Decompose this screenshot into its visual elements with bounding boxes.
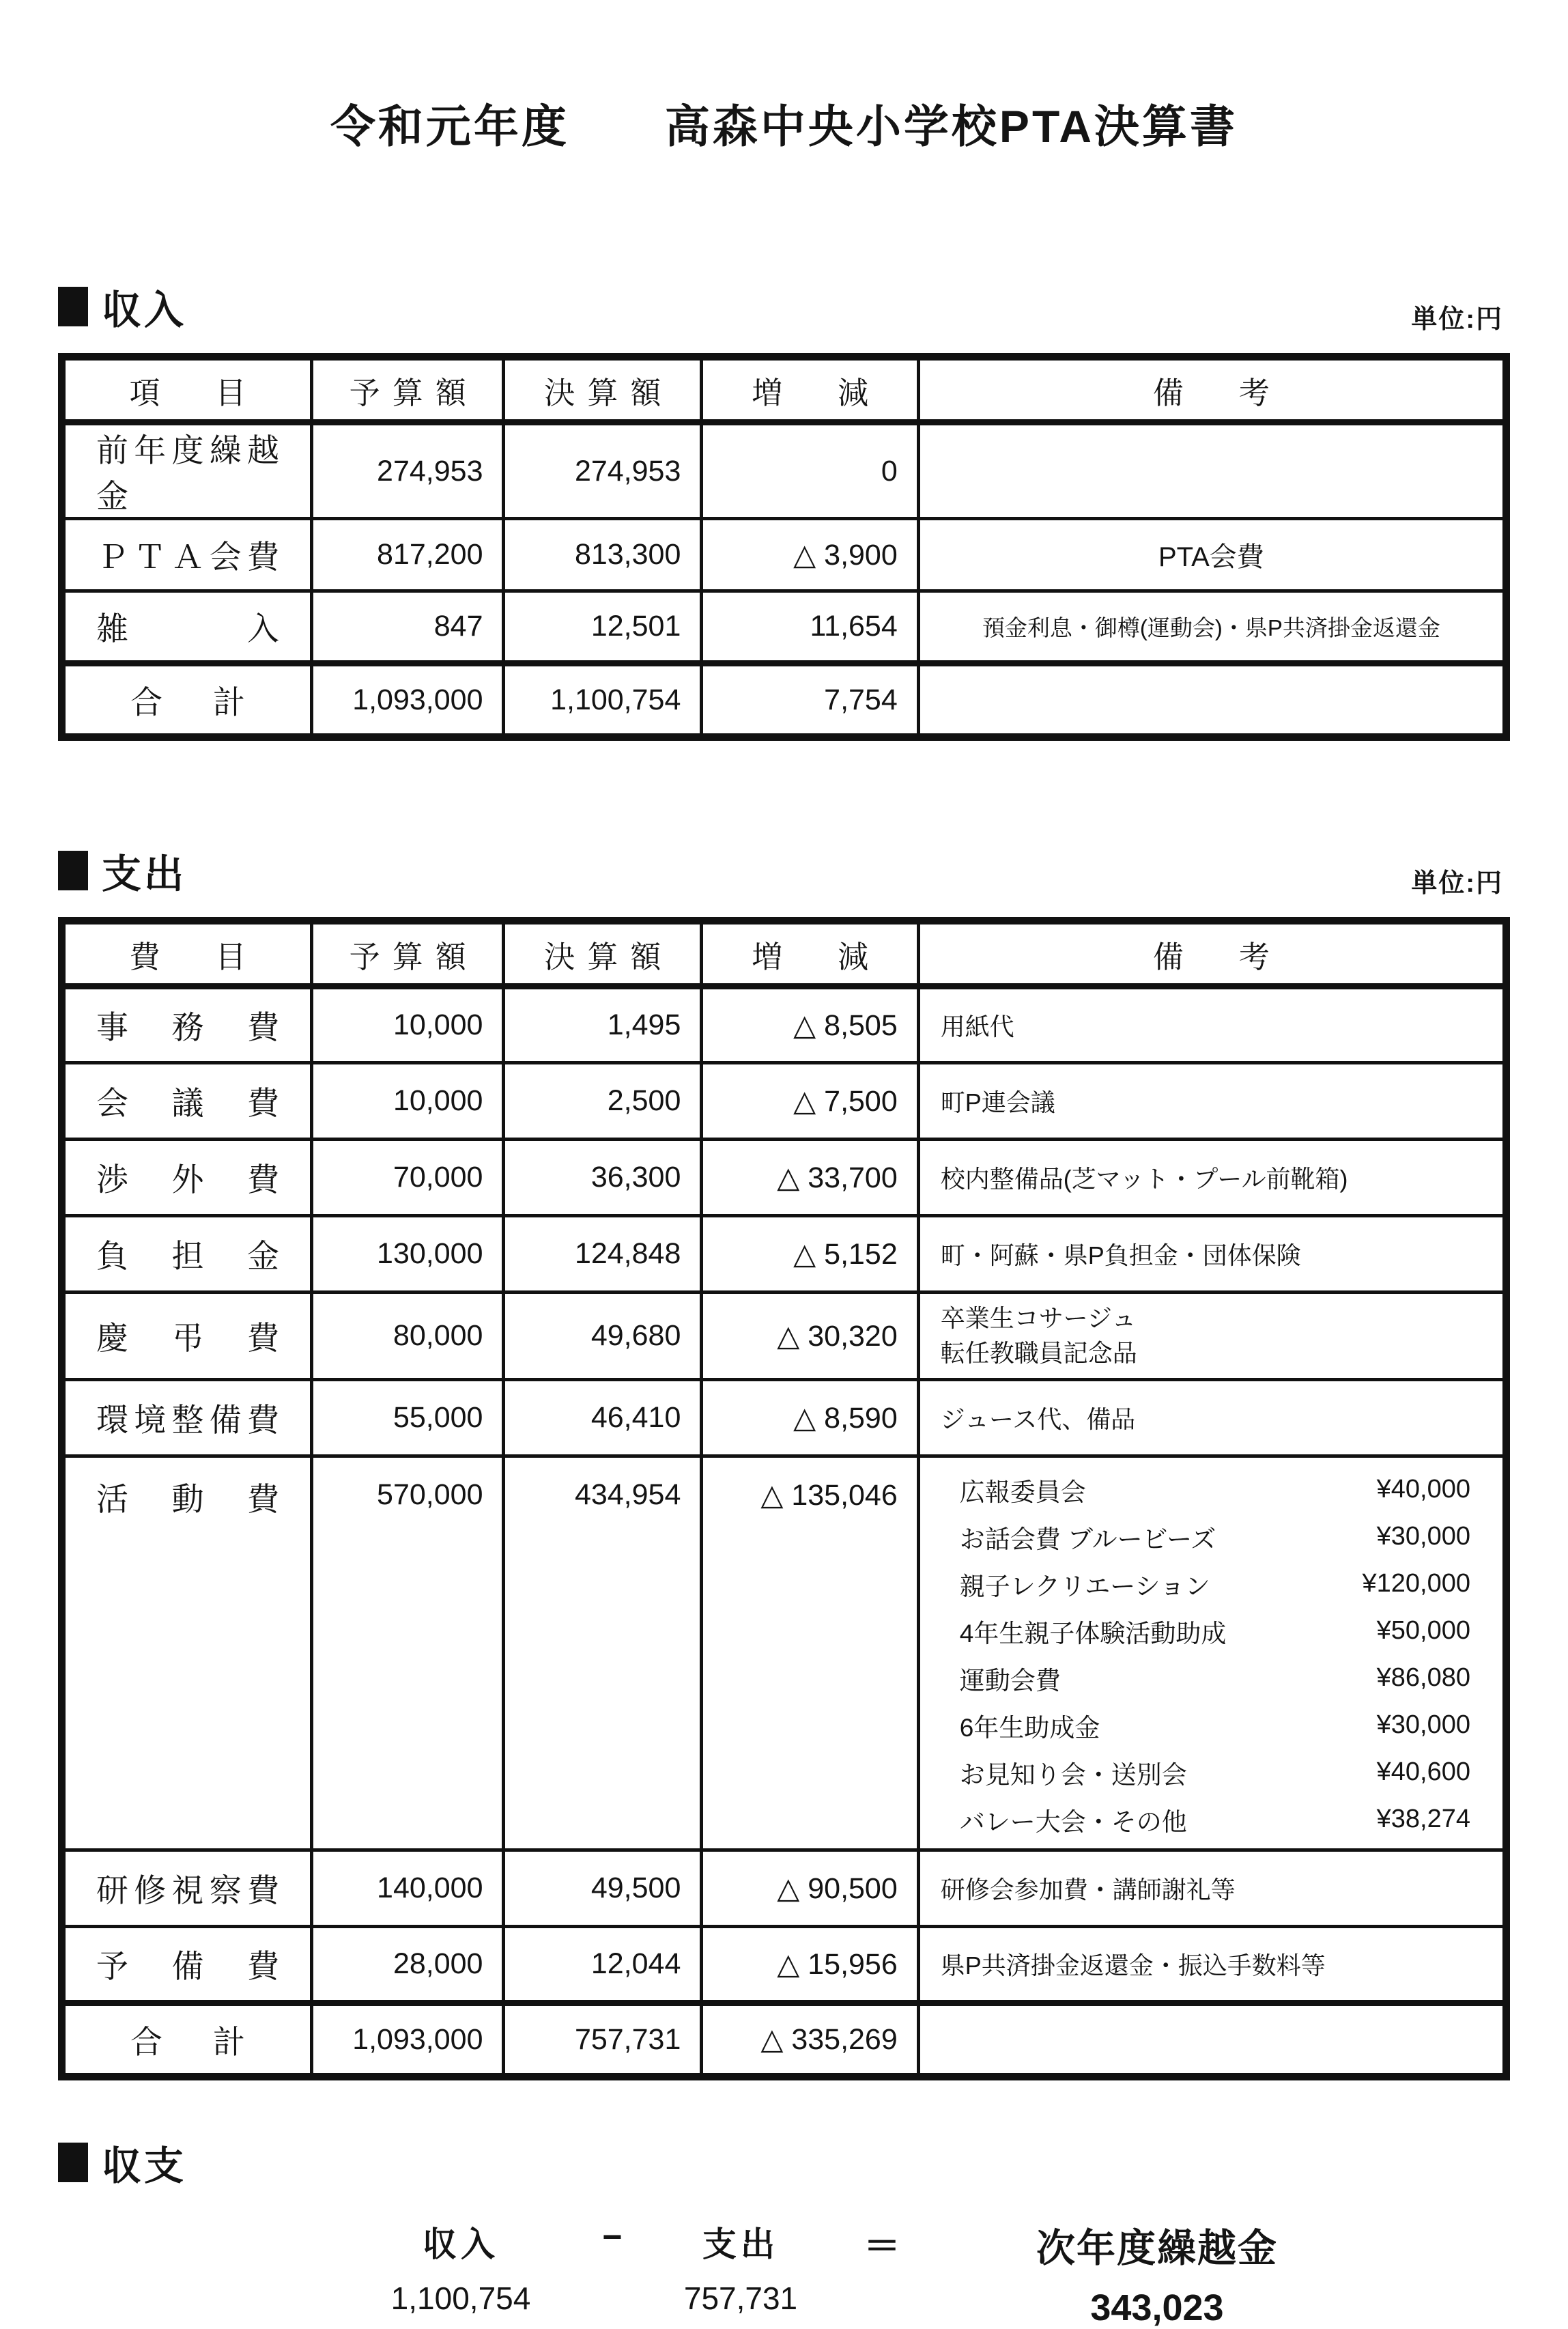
settlement-cell: 49,680 (504, 1293, 702, 1380)
budget-cell: 1,093,000 (312, 2003, 504, 2077)
budget-cell: 80,000 (312, 1293, 504, 1380)
expense-section-head (58, 842, 1510, 899)
minus-sign: − (602, 2218, 627, 2256)
remarks-cell: 預金利息・御樽(運動会)・県P共済掛金返還金 (918, 591, 1506, 664)
budget-cell: 28,000 (312, 1927, 504, 2003)
header-item: 項 目 (62, 357, 312, 423)
change-cell: △ 335,269 (702, 2003, 918, 2077)
detail-label: バレー大会・その他 (959, 1807, 1187, 1836)
remarks-cell: ジュース代、備品 (918, 1380, 1506, 1456)
table-row (62, 519, 1507, 591)
item-cell: 前年度繰越金 (62, 423, 312, 519)
budget-cell: 274,953 (312, 423, 504, 519)
equals-sign: ＝ (864, 2226, 904, 2267)
budget-cell: 140,000 (312, 1850, 504, 1927)
detail-line (960, 1466, 1470, 1513)
balance-equals-col (823, 2217, 945, 2270)
budget-cell: 817,200 (312, 519, 504, 591)
detail-label: 親子レクリエーション (959, 1572, 1210, 1600)
table-row (62, 1380, 1507, 1456)
header-item: 費 目 (62, 921, 312, 987)
change-cell: 0 (702, 423, 918, 519)
balance-section-label: 収支 (102, 2144, 187, 2188)
header-settlement: 決算額 (504, 357, 702, 423)
balance-expense-label: 支出 (702, 2225, 779, 2263)
header-change: 増 減 (702, 357, 918, 423)
change-cell: △ 33,700 (702, 1140, 918, 1216)
detail-label: 広報委員会 (959, 1478, 1086, 1506)
budget-cell: 70,000 (312, 1140, 504, 1216)
item-cell: 環境整備費 (62, 1380, 312, 1456)
page-title: 令和元年度 高森中央小学校PTA決算書 (330, 101, 1238, 152)
balance-result-value: 343,023 (1090, 2287, 1224, 2328)
detail-amount: ¥30,000 (1376, 1710, 1470, 1739)
settlement-cell: 1,495 (504, 987, 702, 1063)
item-cell: 合計 (62, 2003, 312, 2077)
remarks-line: 転任教職員記念品 (940, 1338, 1137, 1367)
income-section-head (58, 278, 1510, 335)
detail-label: お見知り会・送別会 (959, 1760, 1187, 1789)
remarks-cell (918, 1456, 1506, 1850)
item-cell: 慶弔費 (62, 1293, 312, 1380)
balance-income-col (352, 2217, 570, 2317)
detail-amount: ¥38,274 (1376, 1805, 1470, 1833)
settlement-cell: 274,953 (504, 423, 702, 519)
detail-line (960, 1749, 1470, 1796)
remarks-cell: 用紙代 (918, 987, 1506, 1063)
item-cell: 会議費 (62, 1063, 312, 1140)
expense-table (58, 917, 1510, 2080)
income-header-row (62, 357, 1507, 423)
remarks-cell (918, 2003, 1506, 2077)
budget-cell: 10,000 (312, 1063, 504, 1140)
header-remarks: 備 考 (918, 357, 1506, 423)
detail-amount: ¥40,000 (1376, 1475, 1470, 1504)
settlement-cell: 46,410 (504, 1380, 702, 1456)
change-cell: △ 8,590 (702, 1380, 918, 1456)
detail-line (960, 1654, 1470, 1702)
balance-income-value: 1,100,754 (390, 2281, 531, 2316)
detail-amount: ¥50,000 (1376, 1616, 1470, 1645)
settlement-cell: 2,500 (504, 1063, 702, 1140)
balance-expense-col (659, 2217, 823, 2317)
settlement-cell: 757,731 (504, 2003, 702, 2077)
unit-label: 単位:円 (1411, 869, 1503, 898)
detail-line (960, 1560, 1470, 1607)
detail-amount: ¥30,000 (1376, 1522, 1470, 1551)
budget-cell: 847 (312, 591, 504, 664)
expense-section-label: 支出 (102, 852, 187, 897)
remarks-cell: 町P連会議 (918, 1063, 1506, 1140)
activity-expense-row (62, 1456, 1507, 1850)
balance-result-label: 次年度繰越金 (1036, 2227, 1278, 2270)
item-cell: ＰＴＡ会費 (62, 519, 312, 591)
balance-result-col (945, 2217, 1369, 2329)
expense-header-row (62, 921, 1507, 987)
remarks-cell: PTA会費 (918, 519, 1506, 591)
income-section-title (58, 278, 186, 335)
balance-section-head (58, 2134, 1510, 2191)
change-cell: △ 90,500 (702, 1850, 918, 1927)
activity-detail-list (941, 1458, 1485, 1848)
remarks-cell (918, 423, 1506, 519)
table-row (62, 591, 1507, 664)
balance-formula (352, 2217, 1510, 2329)
detail-line (960, 1513, 1470, 1560)
settlement-cell: 813,300 (504, 519, 702, 591)
remarks-cell (918, 664, 1506, 737)
unit-label: 単位:円 (1411, 305, 1503, 334)
change-cell: 11,654 (702, 591, 918, 664)
budget-cell: 1,093,000 (312, 664, 504, 737)
detail-line (960, 1607, 1470, 1654)
detail-line (960, 1702, 1470, 1749)
detail-line (960, 1796, 1470, 1843)
balance-expense-value: 757,731 (683, 2281, 798, 2316)
settlement-cell: 49,500 (504, 1850, 702, 1927)
header-remarks: 備 考 (918, 921, 1506, 987)
table-row (62, 1850, 1507, 1927)
detail-label: 6年生助成金 (959, 1713, 1100, 1742)
balance-income-label: 収入 (423, 2225, 499, 2263)
budget-cell: 10,000 (312, 987, 504, 1063)
table-row (62, 1140, 1507, 1216)
detail-amount: ¥120,000 (1362, 1569, 1470, 1598)
table-row (62, 1216, 1507, 1293)
item-cell: 雑入 (62, 591, 312, 664)
header-settlement: 決算額 (504, 921, 702, 987)
header-change: 増 減 (702, 921, 918, 987)
detail-amount: ¥86,080 (1376, 1663, 1470, 1692)
budget-cell: 130,000 (312, 1216, 504, 1293)
item-cell: 渉外費 (62, 1140, 312, 1216)
black-square-icon (58, 2143, 88, 2182)
table-row (62, 423, 1507, 519)
header-budget: 予算額 (312, 357, 504, 423)
change-cell: △ 5,152 (702, 1216, 918, 1293)
remarks-cell: 校内整備品(芝マット・プール前靴箱) (918, 1140, 1506, 1216)
settlement-cell: 1,100,754 (504, 664, 702, 737)
header-budget: 予算額 (312, 921, 504, 987)
detail-label: 4年生親子体験活動助成 (959, 1619, 1227, 1648)
remarks-cell: 県P共済掛金返還金・振込手数料等 (918, 1927, 1506, 2003)
item-cell: 予備費 (62, 1927, 312, 2003)
item-cell: 活動費 (62, 1456, 312, 1850)
change-cell: △ 15,956 (702, 1927, 918, 2003)
income-total-row (62, 664, 1507, 737)
change-cell: △ 3,900 (702, 519, 918, 591)
black-square-icon (58, 851, 88, 890)
detail-label: 運動会費 (959, 1666, 1061, 1695)
settlement-cell: 434,954 (504, 1456, 702, 1850)
settlement-cell: 12,501 (504, 591, 702, 664)
income-table (58, 353, 1510, 741)
budget-cell: 570,000 (312, 1456, 504, 1850)
remarks-line: 卒業生コサージュ (940, 1304, 1137, 1333)
balance-section-title (58, 2134, 186, 2191)
item-cell: 事務費 (62, 987, 312, 1063)
detail-amount: ¥40,600 (1376, 1758, 1470, 1786)
remarks-cell (918, 1293, 1506, 1380)
remarks-cell: 研修会参加費・講師謝礼等 (918, 1850, 1506, 1927)
table-row (62, 1063, 1507, 1140)
table-row (62, 1293, 1507, 1380)
change-cell: △ 8,505 (702, 987, 918, 1063)
detail-label: お話会費 ブルービーズ (959, 1525, 1216, 1553)
item-cell: 合計 (62, 664, 312, 737)
black-square-icon (58, 287, 88, 326)
settlement-cell: 36,300 (504, 1140, 702, 1216)
item-cell: 負担金 (62, 1216, 312, 1293)
remarks-cell: 町・阿蘇・県P負担金・団体保険 (918, 1216, 1506, 1293)
balance-minus-col (570, 2217, 659, 2257)
change-cell: 7,754 (702, 664, 918, 737)
item-cell: 研修視察費 (62, 1850, 312, 1927)
settlement-cell: 12,044 (504, 1927, 702, 2003)
income-section-label: 収入 (102, 288, 187, 333)
expense-section-title (58, 842, 186, 899)
change-cell: △ 135,046 (702, 1456, 918, 1850)
expense-total-row (62, 2003, 1507, 2077)
change-cell: △ 7,500 (702, 1063, 918, 1140)
change-cell: △ 30,320 (702, 1293, 918, 1380)
table-row (62, 1927, 1507, 2003)
budget-cell: 55,000 (312, 1380, 504, 1456)
table-row (62, 987, 1507, 1063)
settlement-cell: 124,848 (504, 1216, 702, 1293)
